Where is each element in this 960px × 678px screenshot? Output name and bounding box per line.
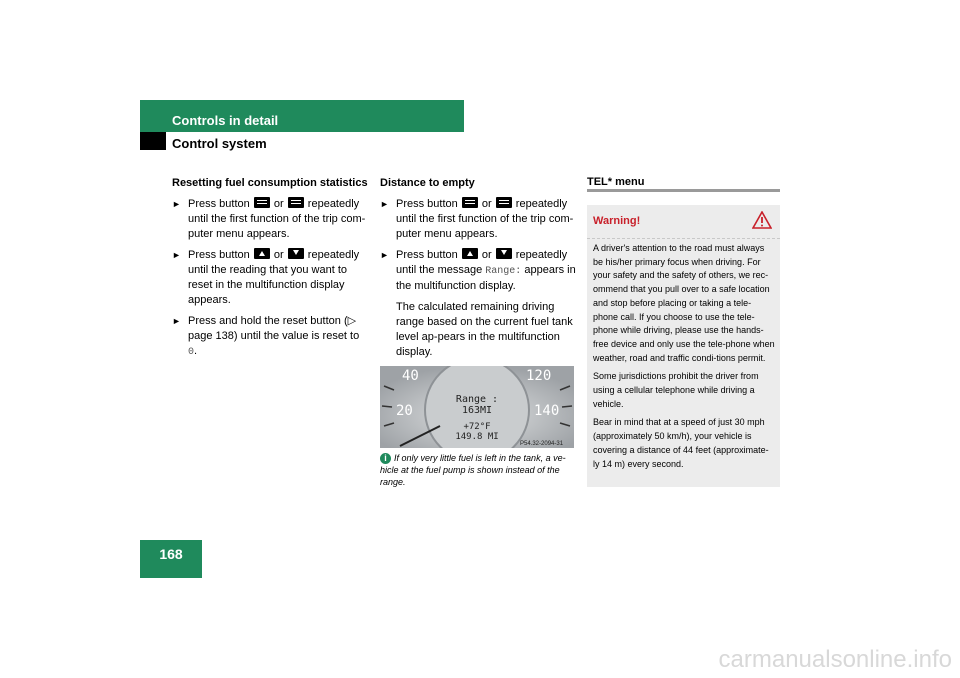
step-item: ► Press and hold the reset button (▷ page 138) until the value is reset to 0. xyxy=(172,315,360,358)
step-arrow-icon: ► xyxy=(380,250,389,260)
subsection-marker xyxy=(140,132,166,150)
up-button-icon xyxy=(254,248,270,259)
tel-menu-heading: TEL* menu xyxy=(587,176,645,188)
menu-back-button-icon xyxy=(462,197,478,208)
warning-separator xyxy=(587,238,780,239)
left-column xyxy=(172,176,368,366)
warning-box xyxy=(587,205,780,487)
warning-triangle-icon xyxy=(752,211,772,229)
step-item: ► Press button or repeatedly until the first function of the trip com-puter menu appears. xyxy=(172,198,366,240)
range-description: The calculated remaining driving range based on the current fuel tank level ap-pears in the multifunction display. xyxy=(396,301,573,358)
heading-reset-statistics: Resetting fuel consumption statistics xyxy=(172,177,368,189)
step-item: ► Press button or repeatedly until the message Range: appears in the multifunction display. xyxy=(380,249,576,292)
menu-forward-button-icon xyxy=(288,197,304,208)
warning-title: Warning! xyxy=(593,215,641,227)
down-button-icon xyxy=(288,248,304,259)
step-arrow-icon: ► xyxy=(380,199,389,209)
step-arrow-icon: ► xyxy=(172,250,181,260)
info-icon: i xyxy=(380,453,391,464)
step-item: ► Press button or repeatedly until the first function of the trip com-puter menu appears. xyxy=(380,198,574,240)
down-button-icon xyxy=(496,248,512,259)
warning-paragraph: Bear in mind that at a speed of just 30 mph (approximately 50 km/h), your vehicle is covering a distance of 44 feet (approximate-ly 14 m) every second. xyxy=(593,417,769,469)
middle-column xyxy=(380,176,576,488)
step-arrow-icon: ► xyxy=(172,316,181,326)
up-button-icon xyxy=(462,248,478,259)
watermark: carmanualsonline.info xyxy=(718,646,952,673)
menu-forward-button-icon xyxy=(496,197,512,208)
step-arrow-icon: ► xyxy=(172,199,181,209)
section-title: Controls in detail xyxy=(172,113,279,128)
heading-distance-to-empty: Distance to empty xyxy=(380,177,475,189)
warning-body xyxy=(593,242,775,476)
page-number: 168 xyxy=(140,540,202,578)
subsection-title: Control system xyxy=(172,136,267,151)
step-item: ► Press button or repeatedly until the reading that you want to reset in the multifunction display appears. xyxy=(172,249,360,306)
instrument-cluster-image: 40 120 20 140 Range : 163MI +72°F 149.8 MI P54.32-2094-31 xyxy=(380,366,574,448)
warning-paragraph: Some jurisdictions prohibit the driver from using a cellular telephone while driving a vehicle. xyxy=(593,371,759,409)
warning-paragraph: A driver's attention to the road must always be his/her primary focus when driving. For your safety and the safety of others, we rec-ommend that you pull over to a safe location and stop before placing or taking a tele-phone call. If you choose to use the tele-phone while driving, please use the hands-free device and only use the tele-phone when weather, road and traffic condi-tions permit. xyxy=(593,243,775,363)
menu-back-button-icon xyxy=(254,197,270,208)
info-note: i If only very little fuel is left in the tank, a ve-hicle at the fuel pump is shown instead of the range. xyxy=(380,453,566,487)
divider xyxy=(587,189,780,192)
